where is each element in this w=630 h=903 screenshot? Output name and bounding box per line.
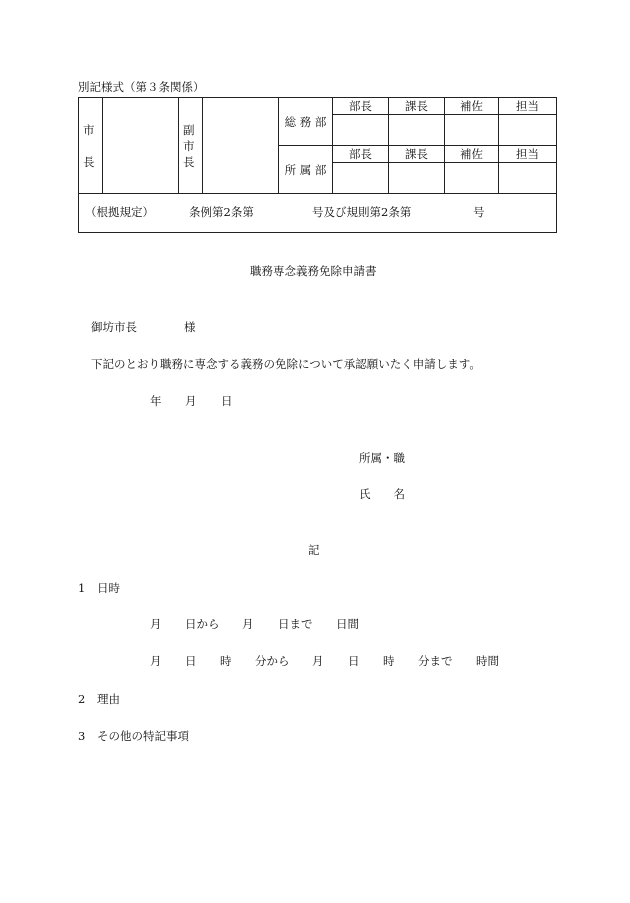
deputy-mayor-stamp-cell[interactable]	[203, 98, 279, 194]
basis-prefix: （根拠規定）	[85, 205, 154, 219]
item-3-number: 3	[78, 729, 86, 743]
schedule-hours-hour: 時	[220, 654, 232, 668]
schedule-hours-month2: 月	[312, 654, 324, 668]
schedule-hours-day2: 日	[348, 654, 360, 668]
applicant-affiliation: 所属・職	[359, 451, 405, 465]
role-header-hosa: 補佐	[445, 146, 499, 163]
item-1-label: 日時	[97, 581, 120, 595]
role-header-tanto: 担当	[499, 98, 557, 115]
role-header-kacho: 課長	[389, 98, 445, 115]
mayor-char-1: 市	[83, 122, 95, 137]
basis-row	[79, 194, 557, 233]
schedule-hours-count: 時間	[476, 654, 499, 668]
item-3-label: その他の特記事項	[97, 729, 189, 743]
schedule-hours-day: 日	[185, 654, 197, 668]
role-header-kacho: 課長	[389, 146, 445, 163]
applicant-name: 氏 名	[359, 487, 405, 501]
deputy-char-3: 長	[183, 154, 195, 169]
stamp-cell[interactable]	[333, 115, 389, 146]
date-year: 年	[150, 394, 162, 408]
stamp-cell[interactable]	[333, 163, 389, 194]
addressee-name: 御坊市長	[91, 320, 137, 334]
role-header-hosa: 補佐	[445, 98, 499, 115]
schedule-days-month: 月	[150, 617, 162, 631]
stamp-cell[interactable]	[389, 115, 445, 146]
deputy-char-2: 市	[183, 138, 195, 153]
schedule-days-until: 日まで	[278, 617, 313, 631]
deputy-mayor-label-cell	[179, 98, 203, 194]
dept-own-label: 所 属 部	[279, 146, 333, 194]
stamp-cell[interactable]	[499, 163, 557, 194]
stamp-cell[interactable]	[499, 115, 557, 146]
body-text: 下記のとおり職務に専念する義務の免除について承認願いたく申請します。	[91, 357, 481, 371]
document-title: 職務専念義務免除申請書	[250, 264, 377, 278]
item-2-number: 2	[78, 692, 86, 706]
schedule-days-count: 日間	[336, 617, 359, 631]
basis-rule: 号及び規則第2条第	[312, 205, 412, 219]
addressee-honorific: 様	[184, 320, 196, 334]
stamp-cell[interactable]	[445, 115, 499, 146]
stamp-cell[interactable]	[389, 163, 445, 194]
form-label: 別記様式（第３条関係）	[78, 80, 205, 94]
schedule-hours-month: 月	[150, 654, 162, 668]
schedule-hours-until: 分まで	[418, 654, 453, 668]
mayor-stamp-cell[interactable]	[103, 98, 179, 194]
deputy-char-1: 副	[183, 122, 195, 137]
schedule-days-from: 日から	[185, 617, 220, 631]
ki-heading: 記	[308, 543, 320, 557]
schedule-days-month2: 月	[242, 617, 254, 631]
date-day: 日	[221, 394, 233, 408]
item-1-number: 1	[78, 581, 86, 595]
mayor-char-2: 長	[83, 154, 95, 169]
date-month: 月	[185, 394, 197, 408]
mayor-label-cell	[79, 98, 103, 194]
approval-table	[78, 97, 557, 233]
dept-general-label: 総 務 部	[279, 98, 333, 146]
basis-suffix: 号	[473, 205, 485, 219]
stamp-cell[interactable]	[445, 163, 499, 194]
item-2-label: 理由	[97, 692, 120, 706]
role-header-bucho: 部長	[333, 146, 389, 163]
schedule-hours-from: 分から	[255, 654, 290, 668]
basis-article: 条例第2条第	[189, 205, 254, 219]
role-header-bucho: 部長	[333, 98, 389, 115]
schedule-hours-hour2: 時	[383, 654, 395, 668]
role-header-tanto: 担当	[499, 146, 557, 163]
